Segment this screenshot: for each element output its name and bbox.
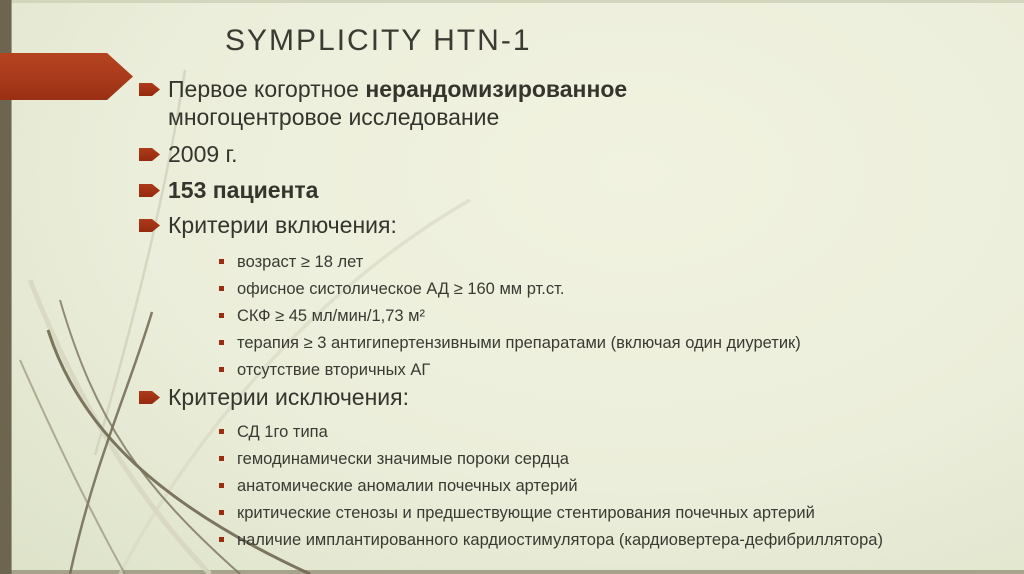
bullet-item-exclusion-header [139,383,999,411]
square-bullet-icon [219,429,224,434]
bullet-text-suffix: многоцентровое исследование [168,104,500,130]
bullet-text-bold: нерандомизированное [365,76,628,102]
list-item [219,333,917,353]
list-item [219,449,917,469]
list-item [219,306,917,326]
arrow-bullet-icon [139,83,160,96]
bullet-text: Критерии включения: [168,212,397,238]
square-bullet-icon [219,259,224,264]
bullet-text: Критерии исключения: [168,384,409,410]
list-item [219,422,917,442]
list-item-text: отсутствие вторичных АГ [237,361,431,379]
arrow-bullet-icon [139,148,160,161]
list-item-text: гемодинамически значимые пороки сердца [237,450,569,468]
square-bullet-icon [219,456,224,461]
square-bullet-icon [219,483,224,488]
list-item-text: анатомические аномалии почечных артерий [237,477,578,495]
list-item [219,252,917,272]
bullet-text [168,75,627,131]
square-bullet-icon [219,537,224,542]
list-item [219,360,917,380]
bullet-text: 2009 г. [168,141,238,167]
slide-body [139,75,999,550]
inclusion-criteria-list [139,252,999,380]
bullet-item-year [139,140,999,168]
arrow-bullet-icon [139,219,160,232]
list-item [219,476,917,496]
title-accent-arrow [0,53,133,100]
list-item [219,279,917,299]
slide-title: SYMPLICITY HTN-1 [225,24,532,57]
arrow-bullet-icon [139,391,160,404]
square-bullet-icon [219,510,224,515]
bullet-item-patients [139,176,999,204]
list-item-text: офисное систолическое АД ≥ 160 мм рт.ст. [237,280,565,298]
arrow-bullet-icon [139,184,160,197]
square-bullet-icon [219,367,224,372]
top-border-strip [0,0,1024,3]
list-item [219,530,917,550]
exclusion-criteria-list [139,422,999,550]
square-bullet-icon [219,340,224,345]
bottom-border-strip [0,570,1024,574]
list-item-text: наличие имплантированного кардиостимулятора (кардиовертера-дефибриллятора) [237,531,883,549]
bullet-text-prefix: Первое когортное [168,76,366,102]
square-bullet-icon [219,286,224,291]
list-item-text: критические стенозы и предшествующие стентирования почечных артерий [237,504,815,522]
square-bullet-icon [219,313,224,318]
bullet-item-study-type [139,75,999,131]
bullet-item-inclusion-header [139,211,999,239]
list-item-text: терапия ≥ 3 антигипертензивными препаратами (включая один диуретик) [237,334,801,352]
bullet-text: 153 пациента [168,177,319,203]
list-item-text: СД 1го типа [237,423,328,441]
list-item [219,503,917,523]
list-item-text: СКФ ≥ 45 мл/мин/1,73 м² [237,307,426,325]
list-item-text: возраст ≥ 18 лет [237,253,364,271]
